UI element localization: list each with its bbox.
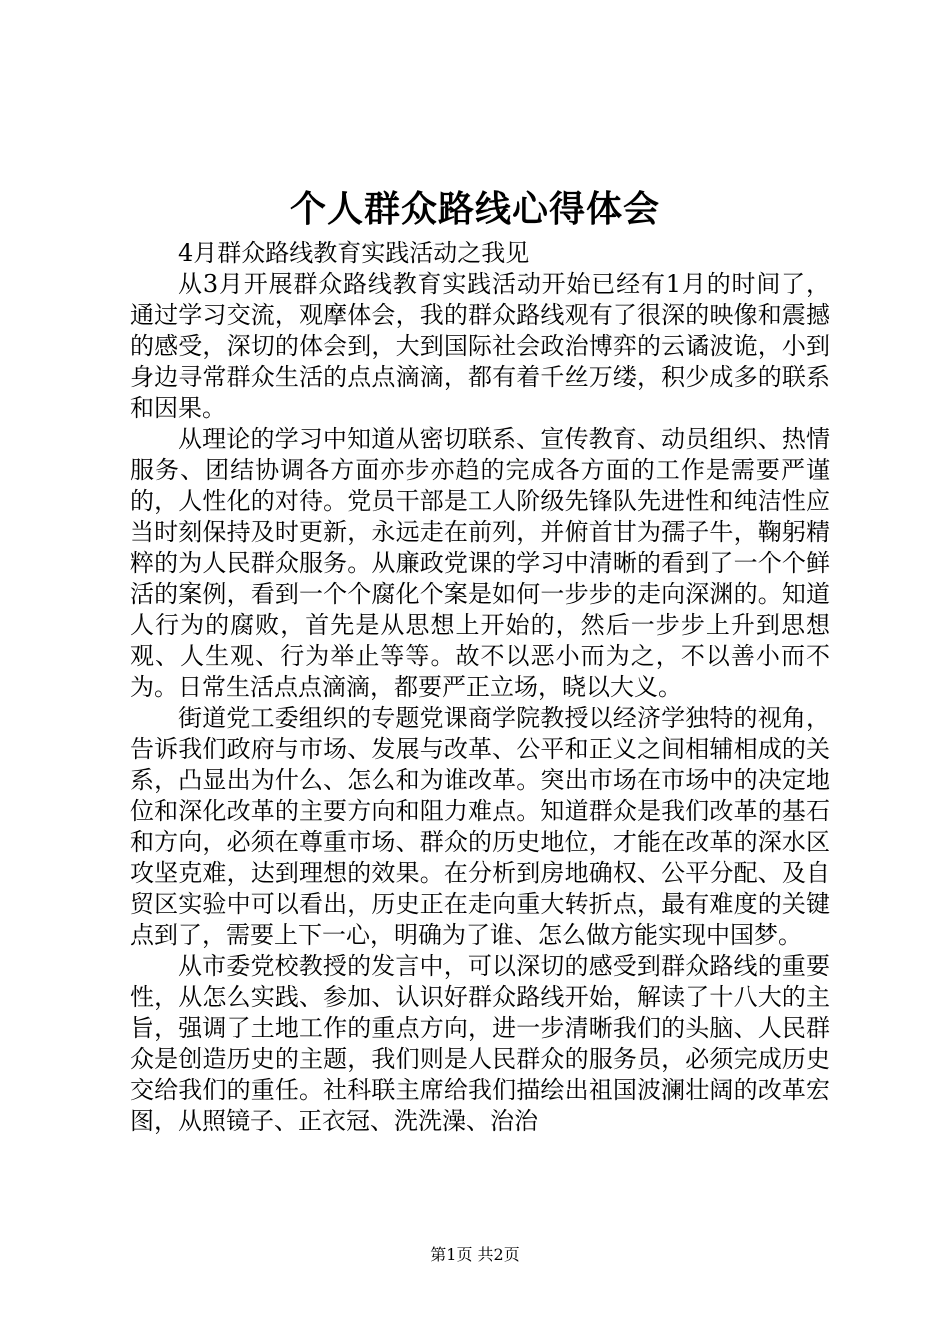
- paragraph-2: 从理论的学习中知道从密切联系、宣传教育、动员组织、热情服务、团结协调各方面亦步亦趋的完成各方面的工作是需要严谨的，人性化的对待。党员干部是工人阶级先锋队先进性和纯洁性应当时刻保持及时更新，永远走在前列，并俯首甘为孺子牛，鞠躬精粹的为人民群众服务。从廉政党课的学习中清晰的看到了一个个鲜活的案例，看到一个个腐化个案是如何一步步的走向深渊的。知道人行为的腐败，首先是从思想上开始的，然后一步步上升到思想观、人生观、行为举止等等。故不以恶小而为之，不以善小而不为。日常生活点点滴滴，都要严正立场，晓以大义。: [130, 425, 830, 701]
- document-subtitle: 4月群众路线教育实践活动之我见: [178, 239, 530, 267]
- paragraph-1: 从3月开展群众路线教育实践活动开始已经有1月的时间了，通过学习交流，观摩体会，我的群众路线观有了很深的映像和震撼的感受，深切的体会到，大到国际社会政治博弈的云谲波诡，小到身边寻常群众生活的点点滴滴，都有着千丝万缕，积少成多的联系和因果。: [130, 270, 830, 422]
- page-number-footer: 第1页 共2页: [430, 1245, 520, 1264]
- paragraph-3: 街道党工委组织的专题党课商学院教授以经济学独特的视角，告诉我们政府与市场、发展与改革、公平和正义之间相辅相成的关系，凸显出为什么、怎么和为谁改革。突出市场在市场中的决定地位和深化改革的主要方向和阻力难点。知道群众是我们改革的基石和方向，必须在尊重市场、群众的历史地位，才能在改革的深水区攻坚克难，达到理想的效果。在分析到房地确权、公平分配、及自贸区实验中可以看出，历史正在走向重大转折点，最有难度的关键点到了，需要上下一心，明确为了谁、怎么做方能实现中国梦。: [130, 704, 830, 949]
- paragraph-4: 从市委党校教授的发言中，可以深切的感受到群众路线的重要性，从怎么实践、参加、认识好群众路线开始，解读了十八大的主旨，强调了土地工作的重点方向，进一步清晰我们的头脑、人民群众是创造历史的主题，我们则是人民群众的服务员，必须完成历史交给我们的重任。社科联主席给我们描绘出祖国波澜壮阔的改革宏图，从照镜子、正衣冠、洗洗澡、治治: [130, 952, 830, 1135]
- document-body: [130, 238, 830, 1137]
- document-title: 个人群众路线心得体会: [289, 188, 660, 230]
